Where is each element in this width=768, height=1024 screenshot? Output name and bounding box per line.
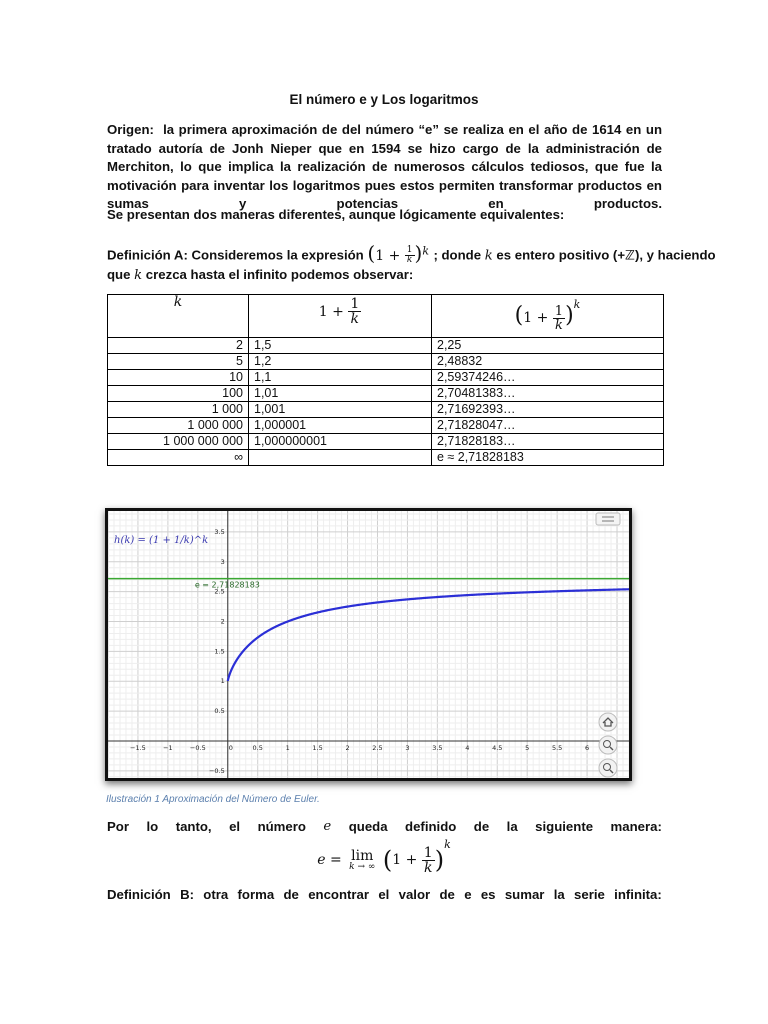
cell-expr-b: e ≈ 2,71828183 [432,450,664,466]
cell-k: 100 [108,386,249,402]
word: sumar [504,887,545,902]
word: infinita: [614,887,662,902]
defA-prefix: Definición A: Consideremos la expresión [107,247,364,263]
word: queda [348,819,388,834]
word: el [378,887,390,902]
page-title: El número e y Los logaritmos [289,92,479,107]
cell-expr-a: 1,000000001 [249,434,432,450]
figure-caption: Ilustración 1 Aproximación del Número de Euler. [106,794,320,805]
origen-text: la primera aproximación de del número “e” se realiza en el año de 1614 en un tratado autoría de Jonh Nieper que en 1594 se hizo cargo de la administración de Merchiton, lo que implica la realización de numerosos cálculos tediosos, que fue la motivación para inventar los logaritmos pues estos permiten transformar productos en sumas y potencias en productos. [107,122,662,212]
y-tick-label: 1 [220,677,225,686]
defA-line2-pre: que [107,267,131,282]
x-tick-label: 2 [345,743,350,752]
cell-k: 1 000 [108,402,249,418]
cell-expr-b: 2,71692393… [432,402,664,418]
intro-paragraph: Se presentan dos maneras diferentes, aunque lógicamente equivalentes: [107,207,565,222]
cell-k: 5 [108,354,249,370]
word: es [480,887,496,902]
zoom-out-icon[interactable] [599,759,617,777]
limit-formula: e = lim k → ∞ (1 + $\frac{1}{k}$ )$^k$ [317,838,451,876]
home-icon[interactable] [599,713,617,731]
cell-expr-a [249,450,432,466]
cell-expr-b: 2,71828047… [432,418,664,434]
definition-a-line2 [107,266,662,286]
cell-k: 1 000 000 [108,418,249,434]
word: encontrar [308,887,370,902]
cell-k: ∞ [108,450,249,466]
x-tick-label: 0 [228,743,233,752]
graphics-menu-icon[interactable] [596,513,620,525]
formula-lim: lim [351,847,374,864]
x-tick-label: 4.5 [492,743,503,752]
x-tick-label: 6 [585,743,590,752]
word: Definición [107,887,171,902]
y-tick-label: 1.5 [214,647,225,656]
table-row [108,450,664,466]
cell-expr-b: 2,59374246… [432,370,664,386]
defA-expression: (1 + $\frac{1}{k}$ )$^k$ [367,240,429,266]
word: definido [405,819,457,834]
cell-expr-b: 2,71828183… [432,434,664,450]
y-tick-label: −0.5 [208,766,225,775]
function-label: h(k) = (1 + 1/k)^k [114,535,209,546]
defA-k-2: k [134,268,143,283]
defA-mid: ; donde [433,247,482,263]
defA-after-k: es entero positivo (+ℤ), y haciendo [496,247,716,263]
por-lo-tanto-line [107,818,662,837]
defA-line2-post: crezca hasta el infinito podemos observar: [145,267,414,282]
cell-expr-a: 1,001 [249,402,432,418]
x-tick-label: 1 [285,743,290,752]
cell-expr-a: 1,2 [249,354,432,370]
header-expr-b: (1 + $\frac{1}{k}$ )$^k$ [432,295,664,338]
x-tick-label: −0.5 [189,743,206,752]
word: número [257,819,306,834]
cell-expr-a: 1,5 [249,338,432,354]
x-tick-label: 4 [465,743,470,752]
x-tick-label: 2.5 [372,743,383,752]
word: otra [203,887,229,902]
table-row [108,354,664,370]
y-tick-label: 2 [220,617,225,626]
word: Por [107,819,129,834]
x-tick-label: 3 [405,743,410,752]
cell-expr-a: 1,1 [249,370,432,386]
cell-k: 10 [108,370,249,386]
table-row [108,386,664,402]
cell-expr-b: 2,25 [432,338,664,354]
e-value-label: e = 2,71828183 [194,580,260,590]
origen-paragraph [107,121,662,214]
word: siguiente [535,819,594,834]
word: la [506,819,518,834]
graph-canvas[interactable] [108,511,629,778]
zoom-in-icon[interactable] [599,736,617,754]
word: de [283,887,299,902]
word: lo [146,819,159,834]
formula-lhs: e = [317,852,342,868]
y-tick-label: 3 [220,557,225,566]
x-tick-label: 0.5 [252,743,263,752]
values-table [107,294,664,466]
x-tick-label: 5.5 [551,743,563,752]
graph-panel[interactable] [105,508,632,781]
header-k: k [108,295,249,338]
x-tick-label: 3.5 [432,743,443,752]
word: e [323,819,332,834]
word: valor [398,887,431,902]
cell-expr-a: 1,01 [249,386,432,402]
word: de [473,819,490,834]
y-tick-label: 2.5 [214,587,225,596]
word: tanto, [175,819,212,834]
cell-expr-a: 1,000001 [249,418,432,434]
word: serie [574,887,605,902]
defA-k: k [484,248,493,264]
cell-k: 1 000 000 000 [108,434,249,450]
header-expr-a: 1 + $\frac{1}{k}$ [249,295,432,338]
table-row [108,370,664,386]
graph-grid [108,511,629,778]
word: e [464,887,472,902]
origen-label: Origen: [107,122,154,137]
y-tick-label: 0.5 [214,707,225,716]
word: forma [237,887,275,902]
word: manera: [610,819,662,834]
word: B: [180,887,194,902]
x-tick-label: −1.5 [130,743,146,752]
table-row [108,402,664,418]
word: el [229,819,241,834]
word: la [553,887,565,902]
table-row [108,418,664,434]
cell-k: 2 [108,338,249,354]
cell-expr-b: 2,48832 [432,354,664,370]
table-header-row [108,295,664,338]
x-tick-label: −1 [163,743,173,752]
x-tick-label: 1.5 [312,743,323,752]
table-row [108,434,664,450]
x-tick-label: 5 [525,743,530,752]
y-tick-label: 3.5 [214,527,225,536]
table-row [108,338,664,354]
definition-b-line [107,886,662,905]
word: de [439,887,455,902]
cell-expr-b: 2,70481383… [432,386,664,402]
formula-sub: k → ∞ [349,861,376,872]
